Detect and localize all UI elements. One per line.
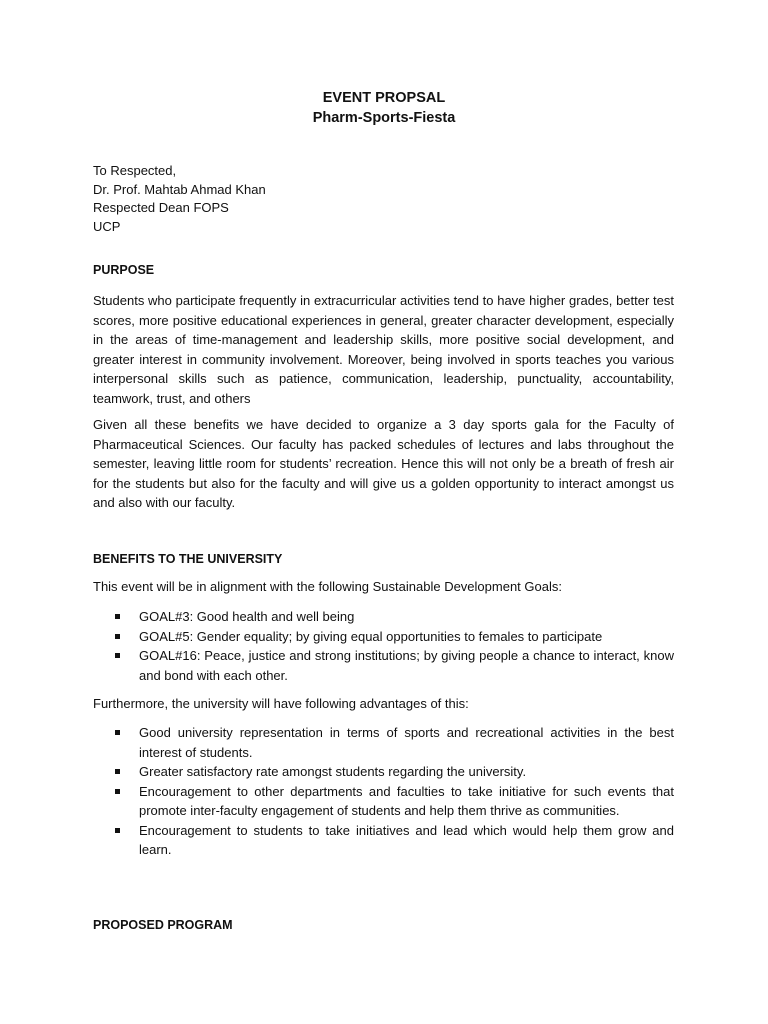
bullet-icon [115, 634, 120, 639]
recipient-line: To Respected, [93, 163, 177, 178]
document-title: EVENT PROPSAL [322, 90, 446, 106]
bullet-icon [115, 730, 120, 735]
goal-text: GOAL#3: Good health and well being [139, 609, 355, 624]
bullet-icon [115, 614, 120, 619]
benefits-intro: This event will be in alignment with the following Sustainable Development Goals: [93, 579, 562, 594]
list-item [93, 607, 674, 627]
list-item [93, 762, 674, 782]
advantage-text: Encouragement to students to take initiatives and lead which would help them grow and learn. [139, 822, 674, 857]
document-subtitle: Pharm-Sports-Fiesta [312, 110, 456, 126]
advantage-text: Greater satisfactory rate amongst students regarding the university. [139, 764, 527, 779]
recipient-line: Respected Dean FOPS [93, 200, 229, 215]
bullet-icon [115, 769, 120, 774]
bullet-icon [115, 828, 120, 833]
advantage-text: Good university representation in terms of sports and recreational activities in the best interest of students. [139, 725, 674, 760]
goal-text: GOAL#16: Peace, justice and strong institutions; by giving people a chance to interact, know and bond with each other. [139, 648, 674, 683]
program-heading: PROPOSED PROGRAM [93, 918, 233, 932]
list-item [93, 723, 674, 762]
list-item [93, 821, 674, 860]
purpose-heading: PURPOSE [93, 263, 155, 277]
list-item [93, 627, 674, 647]
list-item [93, 646, 674, 685]
list-item [93, 782, 674, 821]
benefits-heading: BENEFITS TO THE UNIVERSITY [93, 552, 283, 566]
goal-text: GOAL#5: Gender equality; by giving equal opportunities to females to participate [139, 628, 603, 644]
advantage-text: Encouragement to other departments and faculties to take initiative for such events that promote inter-faculty engagement of students and help them thrive as communities. [139, 783, 674, 818]
bullet-icon [115, 653, 120, 658]
goals-list [93, 607, 674, 685]
bullet-icon [115, 789, 120, 794]
recipient-block [93, 162, 266, 236]
recipient-line: UCP [93, 218, 121, 234]
recipient-line: Dr. Prof. Mahtab Ahmad Khan [93, 181, 266, 197]
advantages-intro: Furthermore, the university will have following advantages of this: [93, 696, 469, 711]
purpose-paragraph-1: Students who participate frequently in extracurricular activities tend to have higher grades, better test scores, more positive educational experiences in general, greater character development, especially in the areas of time-management and leadership skills, more positive social development, and greater interest in community involvement. Moreover, being involved in sports teaches you various interpersonal skills such as patience, communication, leadership, punctuality, accountability, teamwork, trust, and others [93, 293, 674, 406]
advantages-list [93, 723, 674, 860]
purpose-paragraph-2: Given all these benefits we have decided to organize a 3 day sports gala for the Faculty of Pharmaceutical Sciences. Our faculty has packed schedules of lectures and labs throughout the semester, leaving little room for students’ recreation. Hence this will not only be a breath of fresh air for the students but also for the faculty and will give us a golden opportunity to interact amongst us and also with our faculty. [93, 417, 674, 510]
